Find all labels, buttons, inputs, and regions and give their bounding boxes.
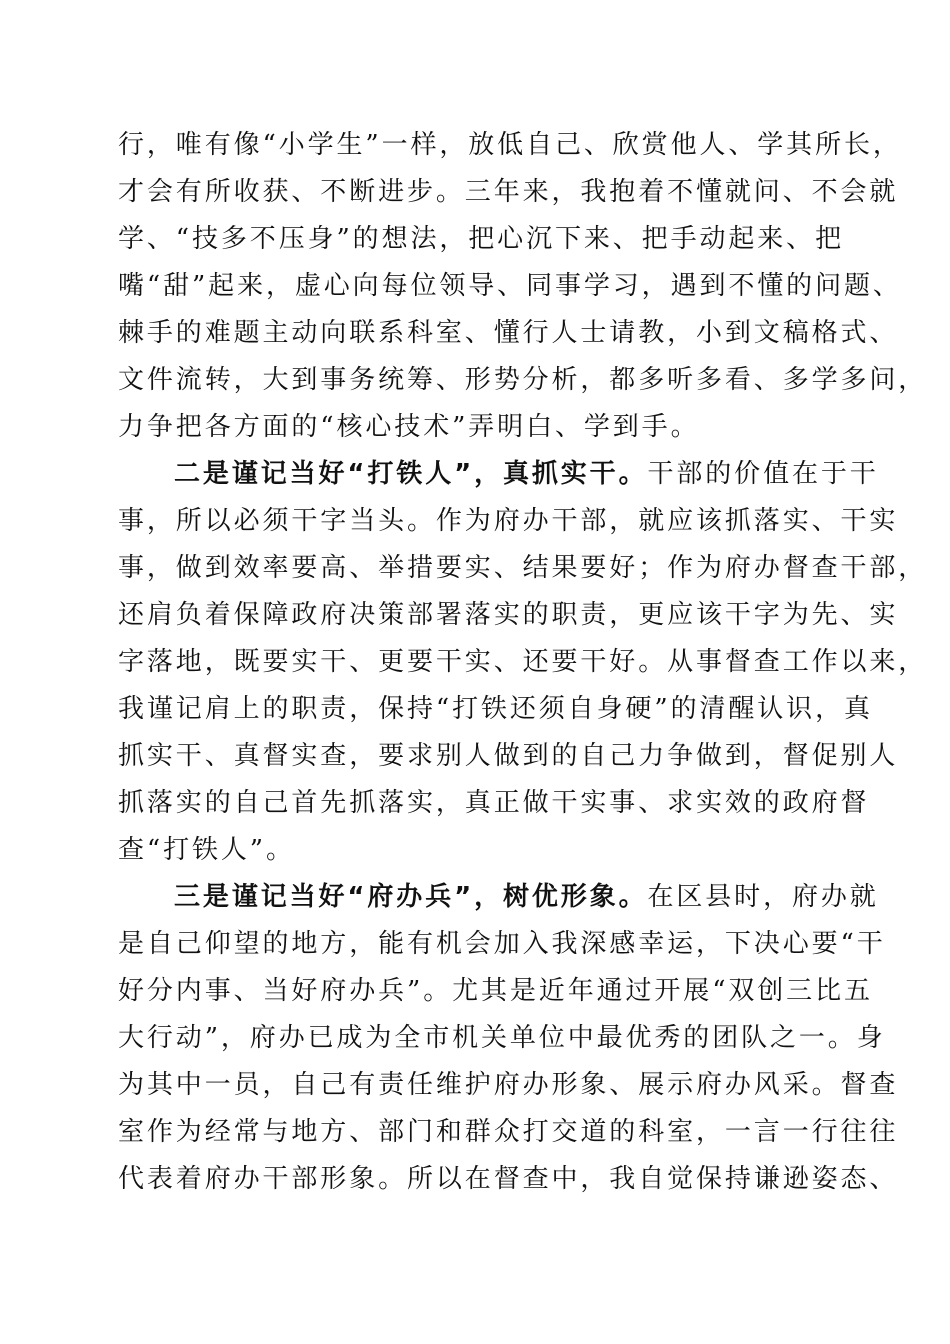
text-line: 文件流转，大到事务统筹、形势分析，都多听多看、多学多问， (118, 365, 928, 395)
text-line: 事，所以必须干字当头。作为府办干部，就应该抓落实、干实 (118, 506, 899, 536)
text-line: 还肩负着保障政府决策部署落实的职责，更应该干字为先、实 (118, 600, 899, 630)
section-3-first-line (118, 874, 879, 921)
section-3-heading: 三是谨记当好“府办兵”，树优形象。 (174, 882, 648, 912)
text-line: 力争把各方面的“核心技术”弄明白、学到手。 (118, 412, 700, 442)
body-text (118, 122, 928, 1203)
text-line: 嘴“甜”起来，虚心向每位领导、同事学习，遇到不懂的问题、 (118, 271, 902, 301)
text-line: 为其中一员，自己有责任维护府办形象、展示府办风采。督查 (118, 1070, 899, 1100)
section-2-heading: 二是谨记当好“打铁人”，真抓实干。 (174, 459, 648, 489)
text-line: 行，唯有像“小学生”一样，放低自己、欣赏他人、学其所长， (118, 130, 902, 160)
text-line: 学、“技多不压身”的想法，把心沉下来、把手动起来、把 (118, 224, 844, 254)
section-2-lead: 干部的价值在于干 (647, 459, 879, 489)
text-line: 代表着府办干部形象。所以在督查中，我自觉保持谦逊姿态、 (118, 1164, 899, 1194)
text-line: 室作为经常与地方、部门和群众打交道的科室，一言一行往往 (118, 1117, 899, 1147)
text-line: 事，做到效率要高、举措要实、结果要好；作为府办督查干部， (118, 553, 928, 583)
text-line: 是自己仰望的地方，能有机会加入我深感幸运，下决心要“干 (118, 929, 886, 959)
text-line: 抓实干、真督实查，要求别人做到的自己力争做到，督促别人 (118, 741, 899, 771)
text-line: 才会有所收获、不断进步。三年来，我抱着不懂就问、不会就 (118, 177, 899, 207)
section-2-first-line (118, 451, 879, 498)
text-line: 我谨记肩上的职责，保持“打铁还须自身硬”的清醒认识，真 (118, 694, 873, 724)
text-line: 字落地，既要实干、更要干实、还要干好。从事督查工作以来， (118, 647, 928, 677)
text-line: 查“打铁人”。 (118, 835, 295, 865)
section-3-lead: 在区县时，府办就 (647, 882, 879, 912)
text-line: 棘手的难题主动向联系科室、懂行人士请教，小到文稿格式、 (118, 318, 899, 348)
text-line: 大行动”，府办已成为全市机关单位中最优秀的团队之一。身 (118, 1023, 886, 1053)
text-line: 抓落实的自己首先抓落实，真正做干实事、求实效的政府督 (118, 788, 870, 818)
text-line: 好分内事、当好府办兵”。尤其是近年通过开展“双创三比五 (118, 976, 873, 1006)
